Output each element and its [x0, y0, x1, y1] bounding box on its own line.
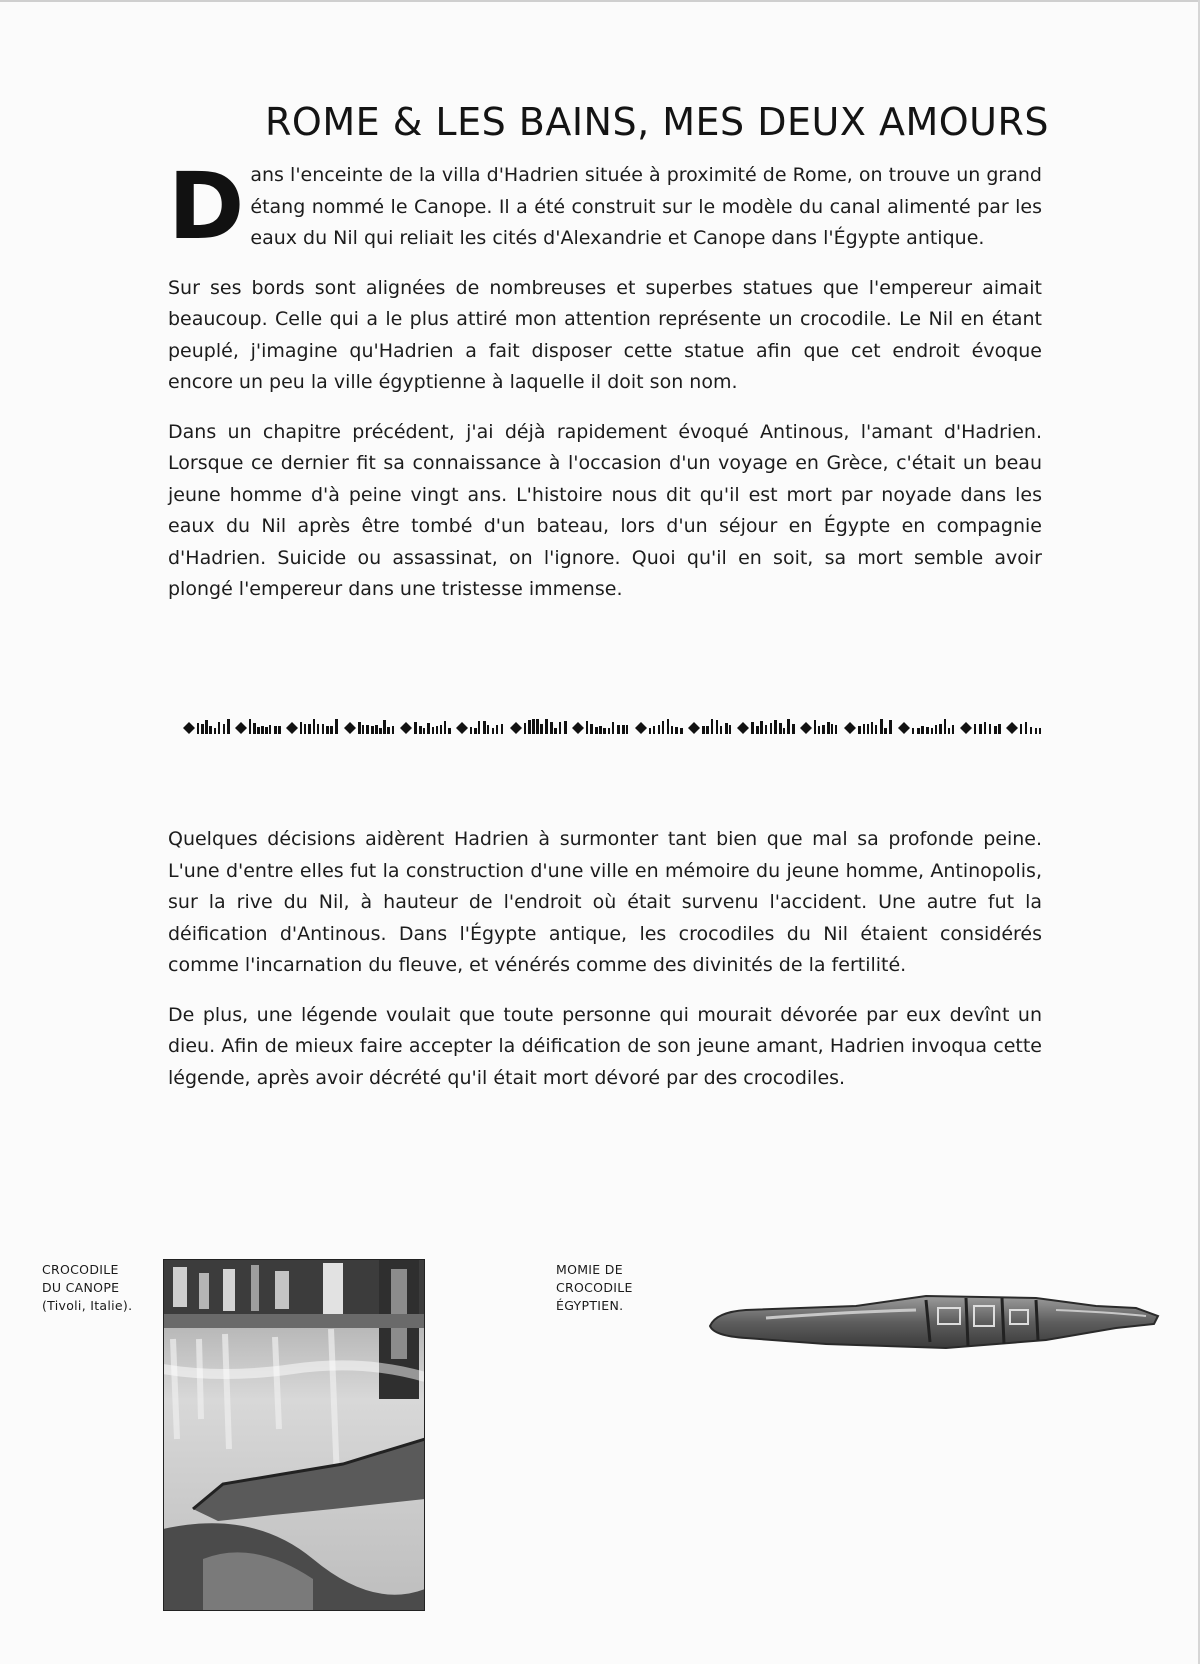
caption-line: ÉGYPTIEN. [556, 1298, 624, 1313]
paragraph-1 [168, 153, 1042, 260]
hieroglyph-ornament-divider [183, 714, 1043, 742]
caption-line: (Tivoli, Italie). [42, 1298, 133, 1313]
paragraph-2: Sur ses bords sont alignées de nombreuses et superbes statues que l'empereur aimait beaucoup. Celle qui a le plus attiré mon attention représente un crocodile. Le Nil en étant peuplé, j'imagine qu'Hadrien a fait disposer cette statue afin que cet endroit évoque encore un peu la ville égyptienne à laquelle il doit son nom. [168, 276, 1042, 393]
caption-line: CROCODILE [42, 1262, 119, 1277]
paragraph-1-text: ans l'enceinte de la villa d'Hadrien située à proximité de Rome, on trouve un grand étang nommé le Canope. Il a été construit sur le modèle du canal alimenté par les eaux du Nil qui reliait les cités d'Alexandrie et Canope dans l'Égypte antique. [250, 164, 1042, 249]
caption-line: CROCODILE [556, 1280, 633, 1295]
top-border [0, 0, 1200, 2]
crocodile-mummy-photo [706, 1282, 1161, 1362]
paragraph-5: De plus, une légende voulait que toute personne qui mourait dévorée par eux devînt un dieu. Afin de mieux faire accepter la déification de son jeune amant, Hadrien invoqua cette légende, après avoir décrété qu'il était mort dévoré par des crocodiles. [168, 1003, 1042, 1089]
paragraph-4: Quelques décisions aidèrent Hadrien à surmonter tant bien que mal sa profonde peine. L'une d'entre elles fut la construction d'une ville en mémoire du jeune homme, Antinopolis, sur la rive du Nil, à hauteur de l'endroit où était survenu l'accident. Une autre fut la déification d'Antinous. Dans l'Égypte antique, les crocodiles du Nil étaient considérés comme l'incarnation du fleuve, et vénérés comme des divinités de la fertilité. [168, 828, 1042, 976]
text-block-1 [168, 153, 1042, 624]
caption-line: DU CANOPE [42, 1280, 120, 1295]
caption-line: MOMIE DE [556, 1262, 623, 1277]
crocodile-statue-photo [163, 1259, 425, 1611]
text-block-2 [168, 824, 1042, 1112]
caption-crocodile-canope [42, 1261, 132, 1315]
page-title: ROME & LES BAINS, MES DEUX AMOURS [265, 100, 1049, 144]
paragraph-3: Dans un chapitre précédent, j'ai déjà rapidement évoqué Antinous, l'amant d'Hadrien. Lorsque ce dernier fit sa connaissance à l'occasion d'un voyage en Grèce, c'était un beau jeune homme d'à peine vingt ans. L'histoire nous dit qu'il est mort par noyade dans les eaux du Nil après être tombé d'un bateau, lors d'un séjour en Égypte en compagnie d'Hadrien. Suicide ou assassinat, on l'ignore. Quoi qu'il en soit, sa mort semble avoir plongé l'empereur dans une tristesse immense. [168, 420, 1042, 600]
drop-cap: D [168, 153, 245, 260]
caption-momie-crocodile [556, 1261, 633, 1315]
